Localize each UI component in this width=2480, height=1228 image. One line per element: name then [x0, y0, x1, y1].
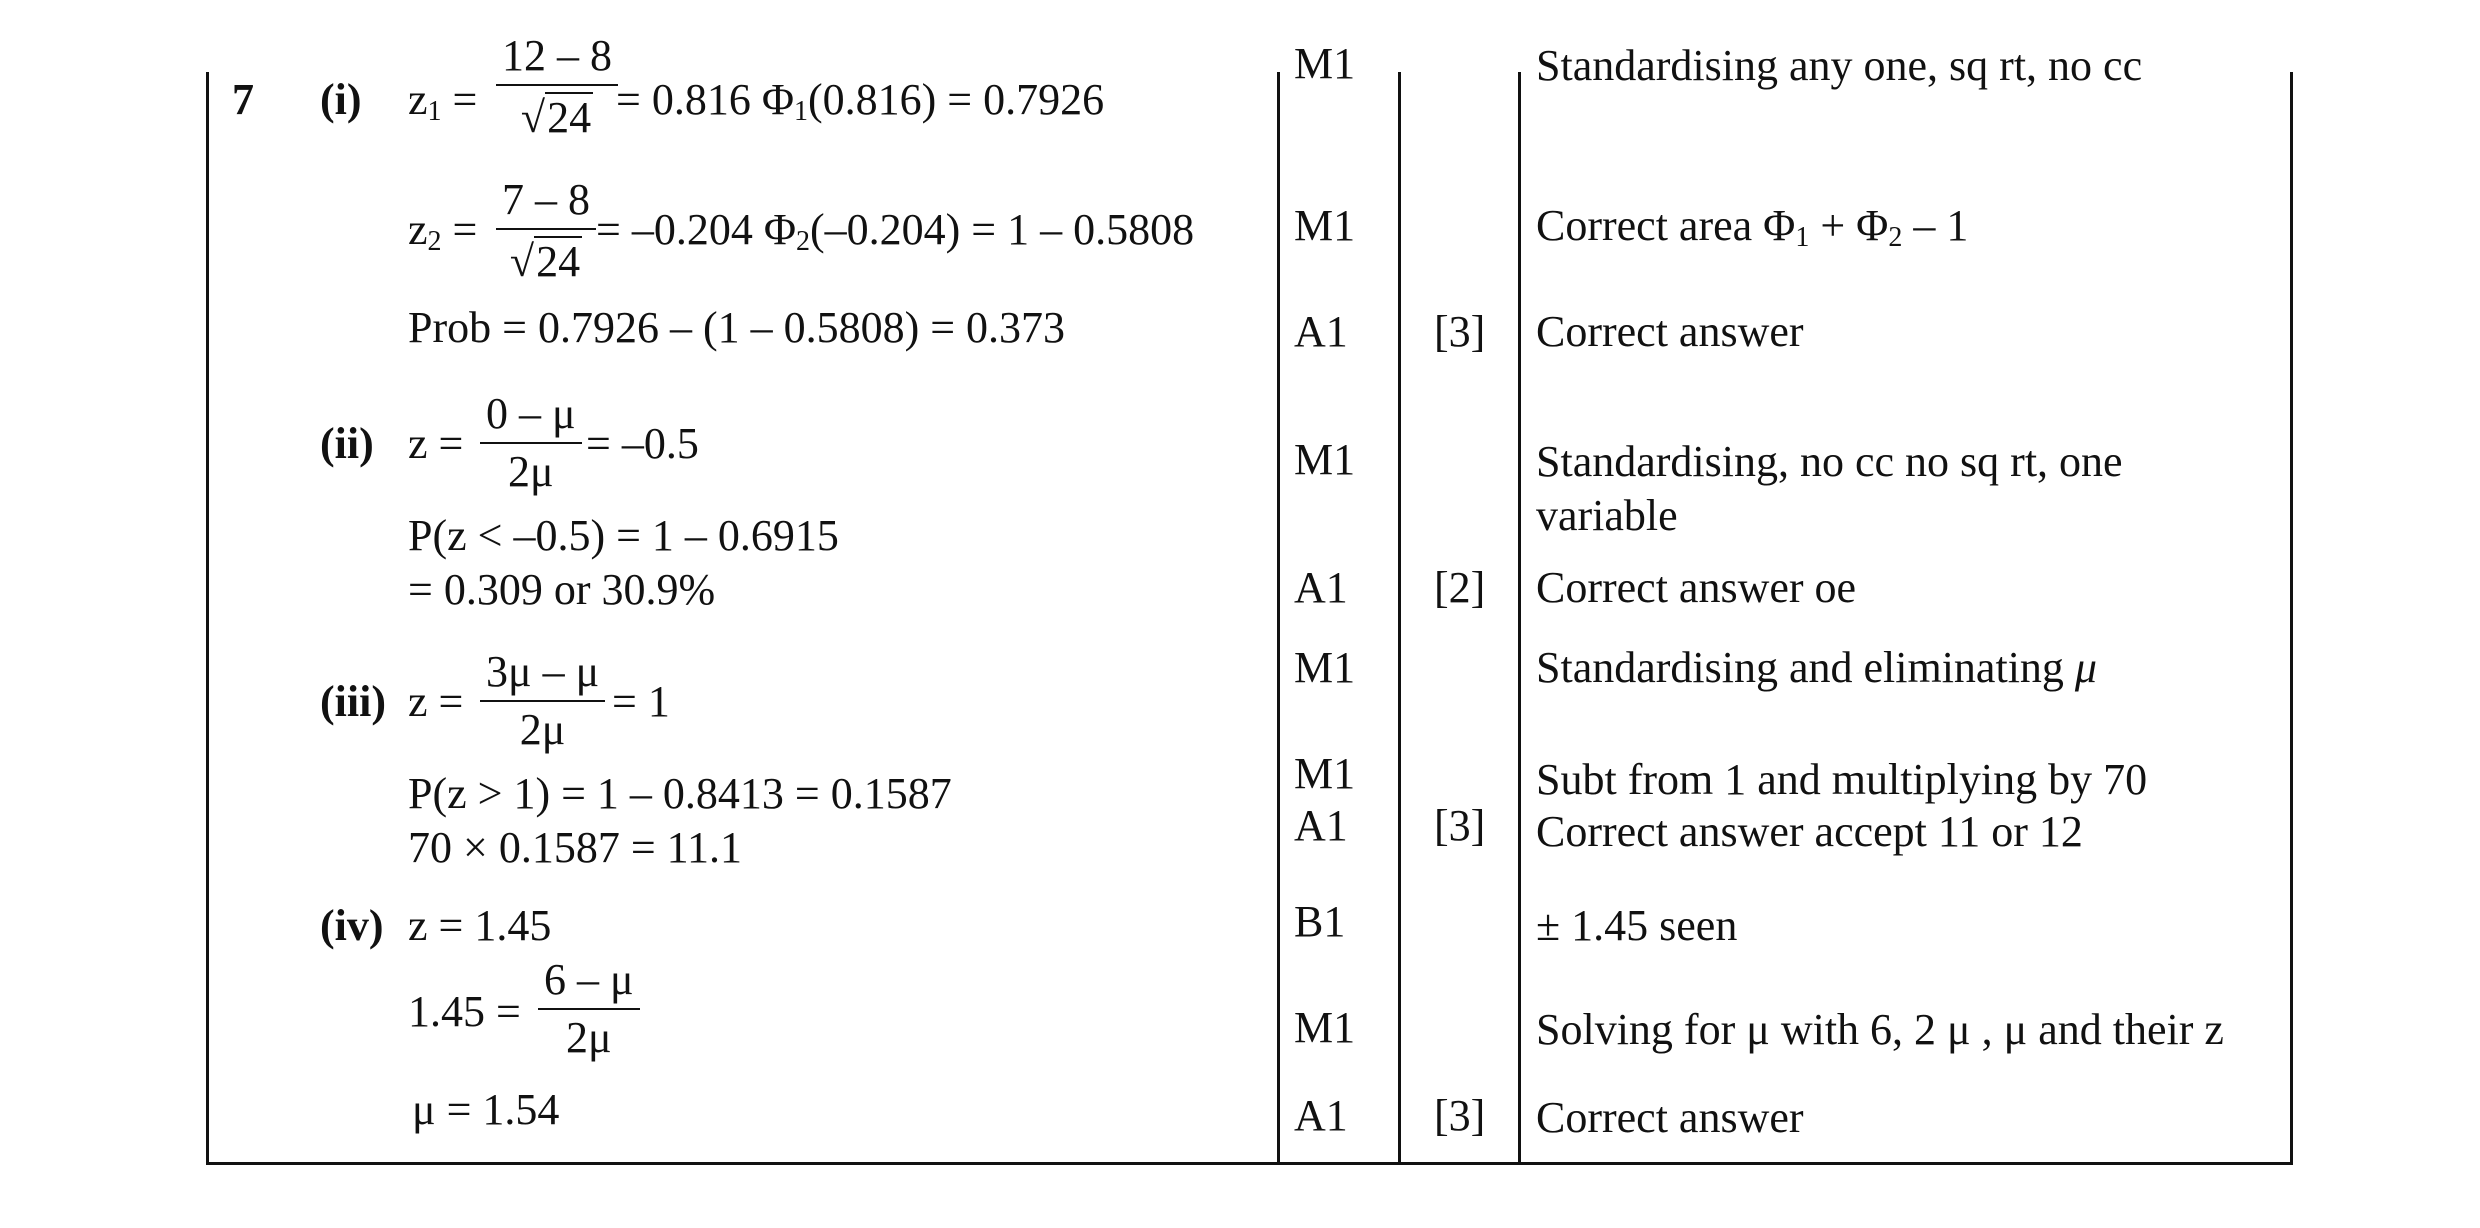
- mark-i-m1: M1: [1294, 201, 1356, 250]
- ii-line2: P(z < –0.5) = 1 – 0.6915: [408, 511, 839, 560]
- part-label-iv: (iv): [320, 901, 384, 950]
- guidance-ii-answer: Correct answer oe: [1536, 563, 1857, 612]
- guidance-i-answer: Correct answer: [1536, 307, 1804, 356]
- z1-result: = 0.816 $\Phi_1(0.816) = 0.7926$: [616, 75, 1105, 127]
- guidance-iv-seen: ± 1.45 seen: [1536, 901, 1738, 950]
- z2-denominator: √24: [509, 237, 581, 286]
- ii-numerator: 0 – μ: [480, 392, 582, 444]
- ii-line3: = 0.309 or 30.9%: [408, 565, 716, 614]
- iii-denominator: 2μ: [519, 705, 566, 754]
- iii-z-rhs: = 1: [612, 677, 670, 726]
- guidance-iv-solving: Solving for μ with 6, 2 μ , μ and their z: [1536, 1005, 2224, 1054]
- mark-i-a1: A1: [1294, 307, 1348, 356]
- iv-line1: z = 1.45: [408, 901, 552, 950]
- total-i: [3]: [1434, 307, 1486, 356]
- ii-denominator: 2μ: [508, 447, 554, 496]
- ii-fraction: [480, 389, 582, 496]
- part-label-iii: (iii): [320, 677, 386, 726]
- iii-z-lhs: z =: [408, 677, 464, 726]
- z2-result: = –0.204 $\Phi_2(-0.204) = 1 - 0.5808$: [596, 205, 1195, 257]
- guidance-iii-answer: Correct answer accept 11 or 12: [1536, 807, 2083, 856]
- iii-numerator: 3μ – μ: [480, 650, 605, 702]
- guidance-i-area: Correct area $\Phi_1 + \Phi_2 - 1$: [1536, 201, 1969, 253]
- ii-z-lhs: z =: [408, 419, 464, 468]
- iii-line2: P(z > 1) = 1 – 0.8413 = 0.1587: [408, 769, 952, 818]
- iv-numerator: 6 – μ: [538, 958, 640, 1010]
- mark-iv-a1: A1: [1294, 1091, 1348, 1140]
- question-number: 7: [232, 75, 254, 124]
- z1-lhs: $z_1$ =: [408, 75, 478, 127]
- mark-top-partial: M1: [1294, 39, 1356, 88]
- marks-top-partial-clip: [1280, 39, 1390, 88]
- guidance-top-partial-clip: [1522, 41, 2282, 90]
- guidance-iii-subt: Subt from 1 and multiplying by 70: [1536, 755, 2148, 804]
- part-label-i: (i): [320, 75, 362, 124]
- iii-line3: 70 × 0.1587 = 11.1: [408, 823, 742, 872]
- mark-iii-a1: A1: [1294, 801, 1348, 850]
- mark-iv-m1: M1: [1294, 1003, 1356, 1052]
- total-iv: [3]: [1434, 1091, 1486, 1140]
- z1-numerator: 12 – 8: [496, 34, 618, 86]
- prob-line: Prob = 0.7926 – (1 – 0.5808) = 0.373: [408, 303, 1066, 352]
- z2-fraction: [496, 175, 596, 286]
- iv-line3: μ = 1.54: [412, 1085, 560, 1134]
- table-left-border: [206, 72, 209, 1164]
- part-label-ii: (ii): [320, 419, 374, 468]
- guidance-iii-std: Standardising and eliminating μ: [1536, 643, 2098, 692]
- column-divider-guidance: [1518, 72, 1521, 1164]
- mark-iii-m1b: M1: [1294, 749, 1356, 798]
- iv-fraction: [538, 955, 640, 1062]
- ii-z-rhs: = –0.5: [586, 419, 699, 468]
- z2-lhs: $z_2$ =: [408, 205, 478, 257]
- table-right-border: [2290, 72, 2293, 1164]
- total-iii: [3]: [1434, 801, 1486, 850]
- mark-iii-m1a: M1: [1294, 643, 1356, 692]
- guidance-ii-std-line2: variable: [1536, 491, 1678, 540]
- z2-numerator: 7 – 8: [496, 178, 596, 230]
- column-divider-marks: [1277, 72, 1280, 1164]
- guidance-top-partial: Standardising any one, sq rt, no cc: [1536, 41, 2143, 90]
- iv-denominator: 2μ: [566, 1013, 612, 1062]
- iii-fraction: [480, 647, 605, 754]
- guidance-iv-answer: Correct answer: [1536, 1093, 1804, 1142]
- z1-fraction: [496, 31, 618, 142]
- z1-denominator: √24: [520, 93, 592, 142]
- iv-lhs: 1.45 =: [408, 987, 521, 1036]
- mark-ii-a1: A1: [1294, 563, 1348, 612]
- mark-iv-b1: B1: [1294, 897, 1346, 946]
- mark-ii-m1: M1: [1294, 435, 1356, 484]
- z1-fraction-clip: [496, 31, 616, 172]
- column-divider-totals: [1398, 72, 1401, 1164]
- table-bottom-border: [206, 1162, 2293, 1165]
- total-ii: [2]: [1434, 563, 1486, 612]
- guidance-ii-std-line1: Standardising, no cc no sq rt, one: [1536, 437, 2123, 486]
